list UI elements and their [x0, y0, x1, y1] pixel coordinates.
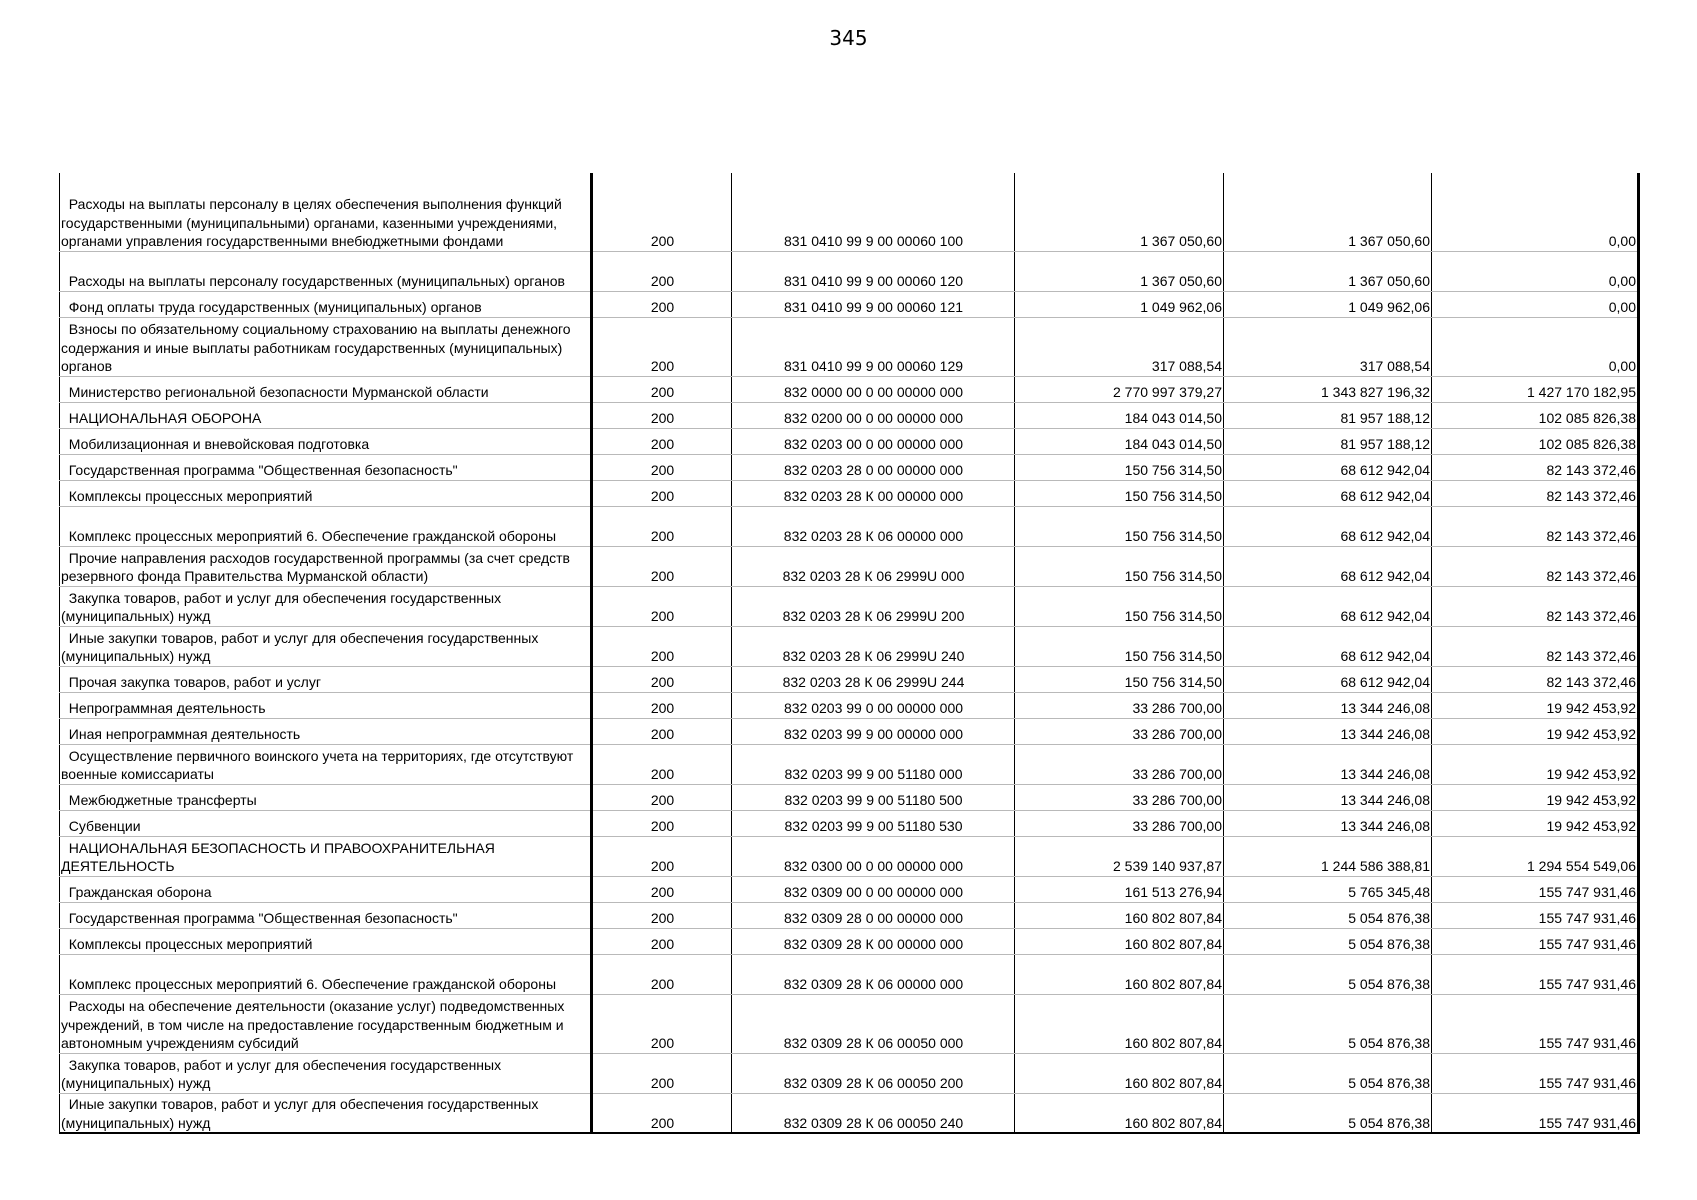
row-budget-code: 832 0203 99 9 00 51180 500 — [732, 784, 1015, 810]
row-name-text: Иные закупки товаров, работ и услуг для обеспечения государственных (муниципальных) нужд — [61, 629, 539, 664]
table-row — [60, 454, 1639, 480]
row-unexecuted-amount: 19 942 453,92 — [1432, 718, 1639, 744]
row-approved-amount: 33 286 700,00 — [1015, 810, 1224, 836]
row-name-text: Министерство региональной безопасности Мурманской области — [61, 384, 489, 400]
row-executed-amount: 5 054 876,38 — [1224, 928, 1432, 954]
row-executed-amount: 1 367 050,60 — [1224, 251, 1432, 291]
row-executed-amount: 13 344 246,08 — [1224, 810, 1432, 836]
row-name — [60, 626, 592, 666]
row-budget-code: 832 0203 28 К 00 00000 000 — [732, 480, 1015, 506]
row-name-text: Непрограммная деятельность — [61, 700, 266, 716]
row-line-code: 200 — [592, 317, 732, 376]
row-name — [60, 876, 592, 902]
row-name — [60, 954, 592, 994]
row-approved-amount: 150 756 314,50 — [1015, 586, 1224, 626]
row-executed-amount: 81 957 188,12 — [1224, 402, 1432, 428]
row-line-code: 200 — [592, 251, 732, 291]
row-budget-code: 832 0309 28 К 06 00050 240 — [732, 1093, 1015, 1133]
row-approved-amount: 160 802 807,84 — [1015, 1053, 1224, 1093]
table-row — [60, 251, 1639, 291]
row-approved-amount: 1 049 962,06 — [1015, 291, 1224, 317]
row-name-text: Гражданская оборона — [61, 884, 212, 900]
row-name — [60, 480, 592, 506]
row-budget-code: 832 0203 28 К 06 2999U 000 — [732, 546, 1015, 586]
row-name — [60, 994, 592, 1053]
row-budget-code: 832 0203 28 К 06 2999U 244 — [732, 666, 1015, 692]
row-name — [60, 810, 592, 836]
row-line-code: 200 — [592, 376, 732, 402]
row-line-code: 200 — [592, 480, 732, 506]
row-name — [60, 718, 592, 744]
row-name — [60, 402, 592, 428]
row-budget-code: 832 0309 28 К 06 00000 000 — [732, 954, 1015, 994]
table-body — [60, 173, 1639, 1133]
row-line-code: 200 — [592, 718, 732, 744]
row-budget-code: 832 0200 00 0 00 00000 000 — [732, 402, 1015, 428]
row-executed-amount: 68 612 942,04 — [1224, 666, 1432, 692]
row-name-text: Мобилизационная и вневойсковая подготовка — [61, 436, 370, 452]
row-executed-amount: 13 344 246,08 — [1224, 718, 1432, 744]
row-budget-code: 832 0203 28 К 06 00000 000 — [732, 506, 1015, 546]
table-row — [60, 1053, 1639, 1093]
row-line-code: 200 — [592, 784, 732, 810]
page-number: 345 — [829, 26, 868, 50]
row-line-code: 200 — [592, 402, 732, 428]
table-row — [60, 902, 1639, 928]
row-unexecuted-amount: 155 747 931,46 — [1432, 994, 1639, 1053]
table-row — [60, 718, 1639, 744]
table-row — [60, 836, 1639, 876]
row-budget-code: 832 0203 28 К 06 2999U 240 — [732, 626, 1015, 666]
row-name — [60, 1053, 592, 1093]
row-budget-code: 832 0203 99 0 00 00000 000 — [732, 692, 1015, 718]
row-name-text: Государственная программа "Общественная безопасность" — [61, 462, 458, 478]
row-unexecuted-amount: 102 085 826,38 — [1432, 428, 1639, 454]
row-budget-code: 832 0203 28 К 06 2999U 200 — [732, 586, 1015, 626]
row-name-text: Расходы на выплаты персоналу в целях обеспечения выполнения функций государственными (муниципальными) органами, казенными учреждениями, органами управления государственными внебюджетными фондами — [61, 196, 562, 249]
row-executed-amount: 1 343 827 196,32 — [1224, 376, 1432, 402]
row-line-code: 200 — [592, 173, 732, 251]
row-executed-amount: 13 344 246,08 — [1224, 744, 1432, 784]
row-name — [60, 1093, 592, 1133]
row-name-text: Фонд оплаты труда государственных (муниципальных) органов — [61, 299, 482, 315]
row-name-text: Закупка товаров, работ и услуг для обеспечения государственных (муниципальных) нужд — [61, 589, 502, 624]
row-budget-code: 832 0203 28 0 00 00000 000 — [732, 454, 1015, 480]
table-row — [60, 586, 1639, 626]
row-unexecuted-amount: 19 942 453,92 — [1432, 692, 1639, 718]
row-name-text: Комплексы процессных мероприятий — [61, 936, 313, 952]
row-budget-code: 832 0203 99 9 00 00000 000 — [732, 718, 1015, 744]
row-approved-amount: 161 513 276,94 — [1015, 876, 1224, 902]
row-budget-code: 832 0203 99 9 00 51180 530 — [732, 810, 1015, 836]
row-budget-code: 832 0309 28 К 06 00050 000 — [732, 994, 1015, 1053]
row-approved-amount: 150 756 314,50 — [1015, 666, 1224, 692]
row-executed-amount: 5 054 876,38 — [1224, 994, 1432, 1053]
row-executed-amount: 5 054 876,38 — [1224, 1053, 1432, 1093]
row-line-code: 200 — [592, 876, 732, 902]
row-name-text: НАЦИОНАЛЬНАЯ ОБОРОНА — [61, 410, 262, 426]
row-budget-code: 832 0300 00 0 00 00000 000 — [732, 836, 1015, 876]
row-approved-amount: 160 802 807,84 — [1015, 954, 1224, 994]
row-name-text: Расходы на обеспечение деятельности (оказание услуг) подведомственных учреждений, в том числе на предоставление государственным бюджетным и автономным учреждениям субсидий — [61, 998, 565, 1051]
row-name — [60, 291, 592, 317]
row-name-text: Закупка товаров, работ и услуг для обеспечения государственных (муниципальных) нужд — [61, 1056, 502, 1091]
row-line-code: 200 — [592, 454, 732, 480]
row-executed-amount: 5 054 876,38 — [1224, 902, 1432, 928]
row-executed-amount: 5 765 345,48 — [1224, 876, 1432, 902]
row-unexecuted-amount: 155 747 931,46 — [1432, 1053, 1639, 1093]
table-row — [60, 784, 1639, 810]
table-row — [60, 173, 1639, 251]
row-budget-code: 831 0410 99 9 00 00060 121 — [732, 291, 1015, 317]
row-line-code: 200 — [592, 744, 732, 784]
row-approved-amount: 160 802 807,84 — [1015, 902, 1224, 928]
row-unexecuted-amount: 1 294 554 549,06 — [1432, 836, 1639, 876]
row-approved-amount: 33 286 700,00 — [1015, 692, 1224, 718]
row-budget-code: 832 0203 00 0 00 00000 000 — [732, 428, 1015, 454]
row-unexecuted-amount: 155 747 931,46 — [1432, 954, 1639, 994]
table-row — [60, 428, 1639, 454]
row-approved-amount: 150 756 314,50 — [1015, 480, 1224, 506]
row-unexecuted-amount: 82 143 372,46 — [1432, 626, 1639, 666]
table-row — [60, 876, 1639, 902]
table-row — [60, 954, 1639, 994]
row-unexecuted-amount: 0,00 — [1432, 291, 1639, 317]
row-name-text: Расходы на выплаты персоналу государственных (муниципальных) органов — [61, 273, 565, 289]
row-name — [60, 428, 592, 454]
row-unexecuted-amount: 155 747 931,46 — [1432, 902, 1639, 928]
row-unexecuted-amount: 19 942 453,92 — [1432, 784, 1639, 810]
row-unexecuted-amount: 82 143 372,46 — [1432, 480, 1639, 506]
row-approved-amount: 150 756 314,50 — [1015, 546, 1224, 586]
row-line-code: 200 — [592, 954, 732, 994]
row-name-text: Осуществление первичного воинского учета на территориях, где отсутствуют военные комиссариаты — [61, 747, 574, 782]
row-name-text: Межбюджетные трансферты — [61, 792, 257, 808]
row-line-code: 200 — [592, 994, 732, 1053]
row-executed-amount: 1 367 050,60 — [1224, 173, 1432, 251]
row-budget-code: 832 0203 99 9 00 51180 000 — [732, 744, 1015, 784]
row-budget-code: 831 0410 99 9 00 00060 120 — [732, 251, 1015, 291]
row-line-code: 200 — [592, 836, 732, 876]
row-name — [60, 666, 592, 692]
row-name — [60, 902, 592, 928]
row-executed-amount: 68 612 942,04 — [1224, 626, 1432, 666]
row-approved-amount: 33 286 700,00 — [1015, 784, 1224, 810]
row-unexecuted-amount: 82 143 372,46 — [1432, 666, 1639, 692]
row-name — [60, 546, 592, 586]
row-executed-amount: 13 344 246,08 — [1224, 784, 1432, 810]
table-row — [60, 626, 1639, 666]
row-name-text: Прочая закупка товаров, работ и услуг — [61, 674, 321, 690]
row-executed-amount: 1 049 962,06 — [1224, 291, 1432, 317]
row-name — [60, 454, 592, 480]
row-approved-amount: 2 539 140 937,87 — [1015, 836, 1224, 876]
row-line-code: 200 — [592, 428, 732, 454]
row-unexecuted-amount: 82 143 372,46 — [1432, 546, 1639, 586]
row-executed-amount: 68 612 942,04 — [1224, 546, 1432, 586]
row-approved-amount: 150 756 314,50 — [1015, 454, 1224, 480]
table-row — [60, 810, 1639, 836]
row-budget-code: 832 0000 00 0 00 00000 000 — [732, 376, 1015, 402]
table-row — [60, 402, 1639, 428]
row-name — [60, 506, 592, 546]
row-name — [60, 836, 592, 876]
row-approved-amount: 2 770 997 379,27 — [1015, 376, 1224, 402]
row-name-text: Прочие направления расходов государственной программы (за счет средств резервного фонда Правительства Мурманской области) — [61, 549, 570, 584]
table-row — [60, 291, 1639, 317]
row-name — [60, 376, 592, 402]
row-approved-amount: 33 286 700,00 — [1015, 718, 1224, 744]
row-approved-amount: 150 756 314,50 — [1015, 506, 1224, 546]
table-row — [60, 928, 1639, 954]
row-budget-code: 832 0309 00 0 00 00000 000 — [732, 876, 1015, 902]
row-budget-code: 832 0309 28 К 06 00050 200 — [732, 1053, 1015, 1093]
table-row — [60, 480, 1639, 506]
row-unexecuted-amount: 19 942 453,92 — [1432, 810, 1639, 836]
row-name-text: НАЦИОНАЛЬНАЯ БЕЗОПАСНОСТЬ И ПРАВООХРАНИТЕЛЬНАЯ ДЕЯТЕЛЬНОСТЬ — [61, 839, 495, 874]
row-name-text: Взносы по обязательному социальному страхованию на выплаты денежного содержания и иные выплаты работникам государственных (муниципальных) органов — [61, 321, 571, 374]
row-approved-amount: 317 088,54 — [1015, 317, 1224, 376]
table-row — [60, 692, 1639, 718]
row-line-code: 200 — [592, 291, 732, 317]
row-name-text: Комплекс процессных мероприятий 6. Обеспечение гражданской обороны — [61, 976, 557, 992]
table-row — [60, 994, 1639, 1053]
row-line-code: 200 — [592, 902, 732, 928]
row-unexecuted-amount: 155 747 931,46 — [1432, 876, 1639, 902]
row-budget-code: 832 0309 28 0 00 00000 000 — [732, 902, 1015, 928]
row-name-text: Иные закупки товаров, работ и услуг для обеспечения государственных (муниципальных) нужд — [61, 1096, 539, 1131]
row-unexecuted-amount: 82 143 372,46 — [1432, 586, 1639, 626]
row-unexecuted-amount: 155 747 931,46 — [1432, 1093, 1639, 1133]
row-name-text: Государственная программа "Общественная безопасность" — [61, 910, 458, 926]
row-line-code: 200 — [592, 546, 732, 586]
row-approved-amount: 1 367 050,60 — [1015, 173, 1224, 251]
table-row — [60, 666, 1639, 692]
row-executed-amount: 5 054 876,38 — [1224, 954, 1432, 994]
row-approved-amount: 184 043 014,50 — [1015, 428, 1224, 454]
row-name-text: Комплекс процессных мероприятий 6. Обеспечение гражданской обороны — [61, 528, 557, 544]
row-approved-amount: 160 802 807,84 — [1015, 1093, 1224, 1133]
row-approved-amount: 160 802 807,84 — [1015, 994, 1224, 1053]
table-row — [60, 546, 1639, 586]
row-line-code: 200 — [592, 810, 732, 836]
row-unexecuted-amount: 82 143 372,46 — [1432, 454, 1639, 480]
row-unexecuted-amount: 102 085 826,38 — [1432, 402, 1639, 428]
table-row — [60, 744, 1639, 784]
table-row — [60, 376, 1639, 402]
row-name — [60, 692, 592, 718]
row-executed-amount: 317 088,54 — [1224, 317, 1432, 376]
row-approved-amount: 150 756 314,50 — [1015, 626, 1224, 666]
row-name — [60, 928, 592, 954]
row-unexecuted-amount: 155 747 931,46 — [1432, 928, 1639, 954]
row-budget-code: 832 0309 28 К 00 00000 000 — [732, 928, 1015, 954]
row-budget-code: 831 0410 99 9 00 00060 100 — [732, 173, 1015, 251]
row-executed-amount: 68 612 942,04 — [1224, 586, 1432, 626]
table-row — [60, 1093, 1639, 1133]
row-executed-amount: 68 612 942,04 — [1224, 454, 1432, 480]
row-budget-code: 831 0410 99 9 00 00060 129 — [732, 317, 1015, 376]
row-line-code: 200 — [592, 692, 732, 718]
row-name-text: Иная непрограммная деятельность — [61, 726, 301, 742]
row-executed-amount: 13 344 246,08 — [1224, 692, 1432, 718]
row-unexecuted-amount: 1 427 170 182,95 — [1432, 376, 1639, 402]
row-approved-amount: 184 043 014,50 — [1015, 402, 1224, 428]
row-line-code: 200 — [592, 1053, 732, 1093]
row-name-text: Субвенции — [61, 818, 141, 834]
row-name — [60, 251, 592, 291]
row-executed-amount: 1 244 586 388,81 — [1224, 836, 1432, 876]
row-approved-amount: 160 802 807,84 — [1015, 928, 1224, 954]
row-name-text: Комплексы процессных мероприятий — [61, 488, 313, 504]
row-executed-amount: 68 612 942,04 — [1224, 506, 1432, 546]
row-line-code: 200 — [592, 1093, 732, 1133]
row-name — [60, 317, 592, 376]
row-name — [60, 173, 592, 251]
row-unexecuted-amount: 82 143 372,46 — [1432, 506, 1639, 546]
row-line-code: 200 — [592, 666, 732, 692]
row-unexecuted-amount: 0,00 — [1432, 173, 1639, 251]
row-executed-amount: 5 054 876,38 — [1224, 1093, 1432, 1133]
row-unexecuted-amount: 0,00 — [1432, 317, 1639, 376]
row-name — [60, 784, 592, 810]
row-approved-amount: 33 286 700,00 — [1015, 744, 1224, 784]
row-name — [60, 586, 592, 626]
table-row — [60, 317, 1639, 376]
row-line-code: 200 — [592, 586, 732, 626]
row-line-code: 200 — [592, 506, 732, 546]
table-row — [60, 506, 1639, 546]
row-unexecuted-amount: 0,00 — [1432, 251, 1639, 291]
row-executed-amount: 68 612 942,04 — [1224, 480, 1432, 506]
budget-execution-table — [59, 173, 1640, 1134]
row-approved-amount: 1 367 050,60 — [1015, 251, 1224, 291]
row-line-code: 200 — [592, 928, 732, 954]
row-name — [60, 744, 592, 784]
row-executed-amount: 81 957 188,12 — [1224, 428, 1432, 454]
row-unexecuted-amount: 19 942 453,92 — [1432, 744, 1639, 784]
row-line-code: 200 — [592, 626, 732, 666]
